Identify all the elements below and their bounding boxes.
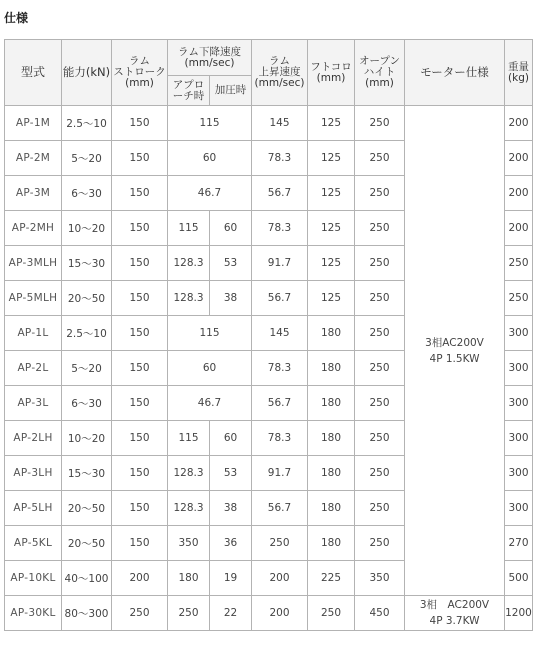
weight-cell: 200	[505, 106, 533, 141]
throat-cell: 180	[308, 351, 355, 386]
motor-spec-cell: 3相AC200V 4P 1.5KW	[405, 106, 505, 596]
up-speed-cell: 250	[252, 526, 308, 561]
header-down-speed: ラム下降速度 (mm/sec)	[168, 40, 252, 76]
stroke-cell: 150	[112, 386, 168, 421]
pressing-speed-cell: 22	[210, 596, 252, 631]
table-row	[5, 596, 533, 631]
approach-speed-cell: 180	[168, 561, 210, 596]
throat-cell: 180	[308, 526, 355, 561]
stroke-cell: 150	[112, 106, 168, 141]
throat-cell: 125	[308, 176, 355, 211]
approach-speed-cell: 128.3	[168, 281, 210, 316]
up-speed-cell: 78.3	[252, 141, 308, 176]
capacity-cell: 2.5～10	[62, 106, 112, 141]
throat-cell: 125	[308, 106, 355, 141]
stroke-cell: 150	[112, 176, 168, 211]
header-motor: モーター仕様	[405, 40, 505, 106]
weight-cell: 200	[505, 141, 533, 176]
capacity-cell: 10～20	[62, 211, 112, 246]
pressing-speed-cell: 60	[210, 421, 252, 456]
table-row	[5, 106, 533, 141]
throat-cell: 180	[308, 491, 355, 526]
throat-cell: 180	[308, 421, 355, 456]
up-speed-cell: 91.7	[252, 456, 308, 491]
model-cell: AP-3M	[5, 176, 62, 211]
model-cell: AP-30KL	[5, 596, 62, 631]
model-cell: AP-5KL	[5, 526, 62, 561]
weight-cell: 250	[505, 246, 533, 281]
up-speed-cell: 145	[252, 316, 308, 351]
model-cell: AP-2M	[5, 141, 62, 176]
approach-speed-cell: 115	[168, 421, 210, 456]
open-height-cell: 250	[355, 491, 405, 526]
stroke-cell: 150	[112, 316, 168, 351]
model-cell: AP-10KL	[5, 561, 62, 596]
pressing-speed-cell: 53	[210, 456, 252, 491]
header-weight: 重量 (kg)	[505, 40, 533, 106]
capacity-cell: 20～50	[62, 526, 112, 561]
up-speed-cell: 78.3	[252, 211, 308, 246]
header-throat: フトコロ (mm)	[308, 40, 355, 106]
model-cell: AP-3MLH	[5, 246, 62, 281]
model-cell: AP-2LH	[5, 421, 62, 456]
capacity-cell: 20～50	[62, 281, 112, 316]
pressing-speed-cell: 38	[210, 281, 252, 316]
header-stroke: ラム ストローク (mm)	[112, 40, 168, 106]
capacity-cell: 6～30	[62, 176, 112, 211]
table-body	[5, 106, 533, 631]
open-height-cell: 350	[355, 561, 405, 596]
stroke-cell: 150	[112, 141, 168, 176]
throat-cell: 125	[308, 281, 355, 316]
capacity-cell: 40～100	[62, 561, 112, 596]
capacity-cell: 80～300	[62, 596, 112, 631]
stroke-cell: 250	[112, 596, 168, 631]
down-speed-cell: 115	[168, 316, 252, 351]
capacity-cell: 10～20	[62, 421, 112, 456]
weight-cell: 300	[505, 421, 533, 456]
throat-cell: 125	[308, 211, 355, 246]
up-speed-cell: 78.3	[252, 421, 308, 456]
model-cell: AP-2L	[5, 351, 62, 386]
pressing-speed-cell: 53	[210, 246, 252, 281]
stroke-cell: 150	[112, 456, 168, 491]
down-speed-cell: 60	[168, 141, 252, 176]
weight-cell: 300	[505, 316, 533, 351]
weight-cell: 270	[505, 526, 533, 561]
throat-cell: 180	[308, 316, 355, 351]
open-height-cell: 250	[355, 421, 405, 456]
down-speed-cell: 115	[168, 106, 252, 141]
header-up-speed: ラム 上昇速度 (mm/sec)	[252, 40, 308, 106]
model-cell: AP-3LH	[5, 456, 62, 491]
stroke-cell: 150	[112, 281, 168, 316]
up-speed-cell: 145	[252, 106, 308, 141]
approach-speed-cell: 128.3	[168, 246, 210, 281]
up-speed-cell: 78.3	[252, 351, 308, 386]
throat-cell: 225	[308, 561, 355, 596]
stroke-cell: 150	[112, 526, 168, 561]
pressing-speed-cell: 38	[210, 491, 252, 526]
header-pressing: 加圧時	[210, 76, 252, 106]
open-height-cell: 250	[355, 176, 405, 211]
up-speed-cell: 200	[252, 561, 308, 596]
up-speed-cell: 200	[252, 596, 308, 631]
weight-cell: 300	[505, 386, 533, 421]
pressing-speed-cell: 36	[210, 526, 252, 561]
open-height-cell: 250	[355, 386, 405, 421]
up-speed-cell: 56.7	[252, 491, 308, 526]
open-height-cell: 250	[355, 246, 405, 281]
weight-cell: 200	[505, 211, 533, 246]
stroke-cell: 150	[112, 491, 168, 526]
header-open-height: オープン ハイト (mm)	[355, 40, 405, 106]
stroke-cell: 200	[112, 561, 168, 596]
throat-cell: 125	[308, 141, 355, 176]
weight-cell: 300	[505, 351, 533, 386]
approach-speed-cell: 128.3	[168, 456, 210, 491]
capacity-cell: 5～20	[62, 351, 112, 386]
approach-speed-cell: 350	[168, 526, 210, 561]
weight-cell: 300	[505, 456, 533, 491]
throat-cell: 180	[308, 456, 355, 491]
open-height-cell: 250	[355, 456, 405, 491]
open-height-cell: 250	[355, 281, 405, 316]
model-cell: AP-5MLH	[5, 281, 62, 316]
pressing-speed-cell: 19	[210, 561, 252, 596]
weight-cell: 250	[505, 281, 533, 316]
capacity-cell: 20～50	[62, 491, 112, 526]
up-speed-cell: 91.7	[252, 246, 308, 281]
throat-cell: 125	[308, 246, 355, 281]
spec-table	[4, 39, 533, 631]
header-model: 型式	[5, 40, 62, 106]
down-speed-cell: 46.7	[168, 386, 252, 421]
open-height-cell: 450	[355, 596, 405, 631]
header-capacity: 能力(kN)	[62, 40, 112, 106]
stroke-cell: 150	[112, 246, 168, 281]
approach-speed-cell: 250	[168, 596, 210, 631]
up-speed-cell: 56.7	[252, 386, 308, 421]
section-title: 仕様	[4, 11, 29, 25]
down-speed-cell: 60	[168, 351, 252, 386]
open-height-cell: 250	[355, 526, 405, 561]
model-cell: AP-3L	[5, 386, 62, 421]
model-cell: AP-5LH	[5, 491, 62, 526]
capacity-cell: 2.5～10	[62, 316, 112, 351]
throat-cell: 180	[308, 386, 355, 421]
weight-cell: 300	[505, 491, 533, 526]
open-height-cell: 250	[355, 351, 405, 386]
stroke-cell: 150	[112, 211, 168, 246]
model-cell: AP-1M	[5, 106, 62, 141]
model-cell: AP-1L	[5, 316, 62, 351]
open-height-cell: 250	[355, 141, 405, 176]
model-cell: AP-2MH	[5, 211, 62, 246]
stroke-cell: 150	[112, 421, 168, 456]
weight-cell: 200	[505, 176, 533, 211]
motor-spec-cell: 3相 AC200V 4P 3.7KW	[405, 596, 505, 631]
open-height-cell: 250	[355, 211, 405, 246]
pressing-speed-cell: 60	[210, 211, 252, 246]
up-speed-cell: 56.7	[252, 176, 308, 211]
header-approach: アプロ ーチ時	[168, 76, 210, 106]
weight-cell: 1200	[505, 596, 533, 631]
capacity-cell: 15～30	[62, 456, 112, 491]
approach-speed-cell: 128.3	[168, 491, 210, 526]
up-speed-cell: 56.7	[252, 281, 308, 316]
capacity-cell: 6～30	[62, 386, 112, 421]
open-height-cell: 250	[355, 106, 405, 141]
stroke-cell: 150	[112, 351, 168, 386]
throat-cell: 250	[308, 596, 355, 631]
weight-cell: 500	[505, 561, 533, 596]
capacity-cell: 5～20	[62, 141, 112, 176]
capacity-cell: 15～30	[62, 246, 112, 281]
down-speed-cell: 46.7	[168, 176, 252, 211]
approach-speed-cell: 115	[168, 211, 210, 246]
table-header	[5, 40, 533, 106]
open-height-cell: 250	[355, 316, 405, 351]
